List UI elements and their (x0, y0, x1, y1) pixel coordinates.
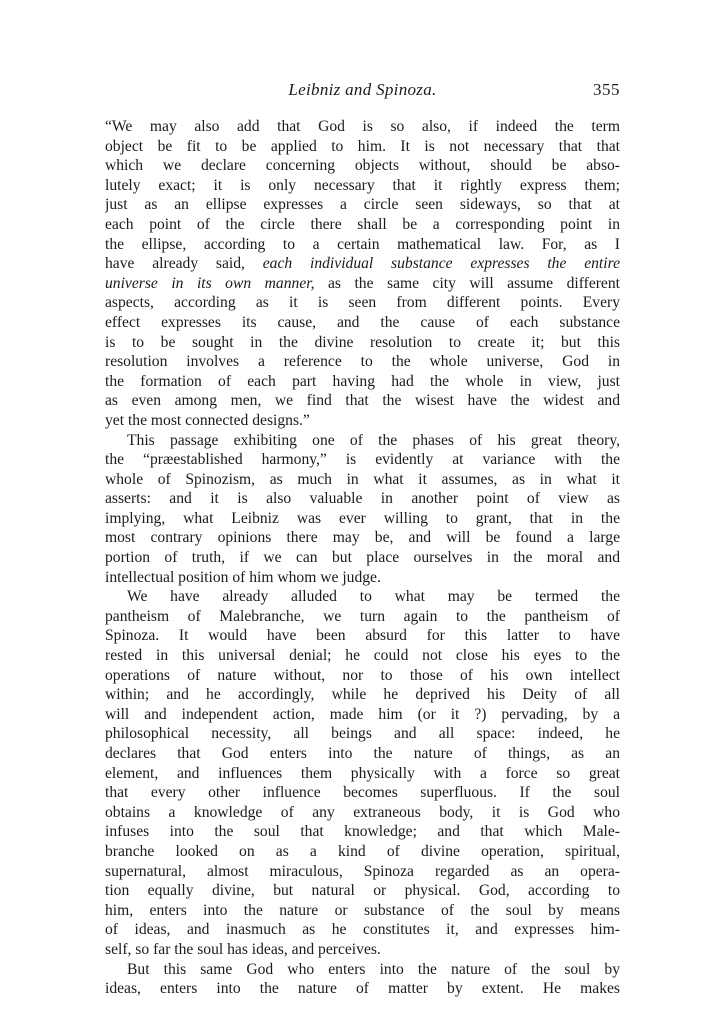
text-line: infuses into the soul that knowledge; and that which Male- (105, 823, 620, 841)
text-line: portion of truth, if we can but place ourselves in the moral and (105, 549, 620, 567)
text-line: implying, what Leibniz was ever willing to grant, that in the (105, 509, 620, 527)
text-line: declares that God enters into the nature of things, as an (105, 745, 620, 762)
text-line: the “præestablished harmony,” is evidently at variance with the (105, 451, 620, 469)
text-line: operations of nature without, nor to those of his own intellect (105, 666, 620, 684)
running-title: Leibniz and Spinoza. (288, 80, 437, 99)
text-line: whole of Spinozism, as much in what it assumes, as in what it (105, 470, 620, 488)
text-line: asserts: and it is also valuable in another point of view as (105, 490, 620, 508)
text-line: him, enters into the nature or substance of the soul by means (105, 901, 620, 919)
text-line: each point of the circle there shall be a corresponding point in (105, 215, 620, 233)
text-line: the ellipse, according to a certain mathematical law. For, as I (105, 235, 620, 253)
text-line: Spinoza. It would have been absurd for this latter to have (105, 627, 620, 645)
text-line: that every other influence becomes superfluous. If the soul (105, 784, 620, 802)
text-line: intellectual position of him whom we judge. (105, 568, 381, 586)
text-line: universe in its own manner, as the same city will assume different (105, 274, 620, 292)
text-line: of ideas, and inasmuch as he constitutes it, and expresses him- (105, 921, 620, 939)
text-line: just as an ellipse expresses a circle seen sideways, so that at (105, 196, 620, 214)
text-line: But this same God who enters into the nature of the soul by (127, 960, 620, 978)
text-line: pantheism of Malebranche, we turn again to the pantheism of (105, 607, 620, 625)
text-line: “We may also add that God is so also, if indeed the term (105, 118, 620, 135)
text-line: element, and influences them physically with a force so great (105, 764, 620, 782)
text-line: self, so far the soul has ideas, and perceives. (105, 940, 381, 958)
page-header (105, 80, 620, 104)
text-line: obtains a knowledge of any extraneous body, it is God who (105, 803, 620, 821)
text-line: aspects, according as it is seen from different points. Every (105, 294, 620, 312)
text-line: tion equally divine, but natural or physical. God, according to (105, 882, 620, 900)
text-line: will and independent action, made him (or it ?) pervading, by a (105, 705, 620, 723)
body-text (105, 117, 620, 999)
text-line: have already said, each individual substance expresses the entire (105, 255, 620, 273)
text-line: branche looked on as a kind of divine operation, spiritual, (105, 842, 620, 860)
text-line: is to be sought in the divine resolution to create it; but this (105, 333, 620, 351)
text-line: resolution involves a reference to the whole universe, God in (105, 353, 620, 371)
text-line: rested in this universal denial; he could not close his eyes to the (105, 647, 620, 665)
text-line: yet the most connected designs.” (105, 411, 310, 429)
text-line: supernatural, almost miraculous, Spinoza regarded as an opera- (105, 862, 620, 880)
text-line: This passage exhibiting one of the phases of his great theory, (127, 431, 620, 449)
text-line: effect expresses its cause, and the cause of each substance (105, 313, 620, 331)
text-line: philosophical necessity, all beings and all space: indeed, he (105, 725, 620, 743)
text-line: object be fit to be applied to him. It is not necessary that that (105, 137, 620, 155)
text-line: the formation of each part having had the whole in view, just (105, 372, 620, 390)
text-line: as even among men, we find that the wisest have the widest and (105, 392, 620, 410)
text-line: which we declare concerning objects without, should be abso- (105, 157, 620, 175)
page-number: 355 (593, 80, 620, 99)
text-line: most contrary opinions there may be, and will be found a large (105, 529, 620, 547)
text-line: within; and he accordingly, while he deprived his Deity of all (105, 686, 620, 704)
text-line: ideas, enters into the nature of matter by extent. He makes (105, 980, 620, 998)
text-line: lutely exact; it is only necessary that it rightly express them; (105, 176, 620, 194)
text-line: We have already alluded to what may be termed the (127, 588, 620, 606)
